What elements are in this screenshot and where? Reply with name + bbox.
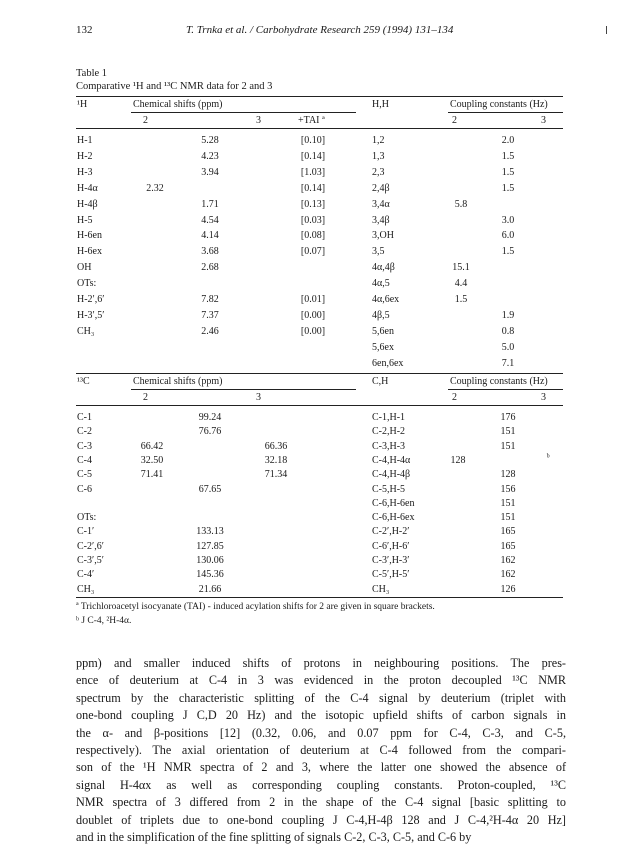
body-line: spectrum by the characteristic splitting of the C-4 signal by deuterium (triplet with [76,690,566,705]
c-coupling-mid: 126 [500,583,516,595]
h-coupling-header: Coupling constants (Hz) [450,99,548,110]
c-coupling-3: ᵇ [546,451,550,463]
h-coupling-sub-3: 3 [541,115,546,126]
body-line: one-bond coupling J C,D 20 Hz) and the isotopic upfield shifts of carbon signals in [76,708,566,723]
h-coupling-pair: 2,4β [372,182,390,194]
c-coupling-2: 128 [450,454,466,466]
h-coupling-2: 15.1 [452,262,470,274]
c-sub-3: 3 [256,392,261,403]
h-shift-tai: [0.00] [300,325,326,337]
c-section-label: ¹³C [77,376,90,387]
c-coupling-pair: C-5′,H-5′ [372,569,410,581]
h-coupling-pair: 5,6ex [372,341,394,353]
h-shift-3: 2.68 [201,262,219,274]
h-shifts-header: Chemical shifts (ppm) [133,99,223,110]
h-coupling-pair: 1,2 [372,135,385,146]
h-row-label: H-3′,5′ [77,309,105,321]
footnote-b: ᵇ J C-4, ²H-4α. [76,616,132,626]
c-coupling-underline [448,389,563,390]
body-line: ppm) and smaller induced shifts of protons in neighbouring positions. The pres- [76,656,566,670]
c-shift-3: 66.36 [264,440,288,452]
h-sub-tai: +TAI ª [298,115,325,126]
h-row-label: H-6ex [77,246,102,258]
h-shift-tai: [0.07] [300,246,326,258]
h-row-label: H-6en [77,230,102,242]
h-row-label: OH [77,262,92,274]
h-shift-tai: [0.01] [300,294,326,305]
c-row-label: CH₃ [77,583,95,595]
h-coupling-pair: 4α,5 [372,278,390,290]
c-section-top-rule [76,373,563,374]
h-sub-2: 2 [143,115,148,126]
body-line: son of the ¹H NMR spectra of 2 and 3, where the latter one showed the absence of [76,760,566,775]
h-shift-3: 7.82 [201,294,219,305]
h-shift-3: 2.46 [201,325,219,337]
c-coupling-mid: 151 [500,497,516,509]
h-coupling-pair: 3,5 [372,246,385,258]
table-top-rule [76,96,563,97]
c-row-label: C-2 [77,426,92,438]
h-shift-tai: [0.14] [300,182,326,194]
c-coupling-pair: C-6,H-6en [372,497,415,509]
c-coupling-mid: 165 [500,526,516,538]
h-shift-tai: [0.10] [300,135,326,146]
h-section-label: ¹H [77,99,88,110]
c-coupling-mid: 176 [500,412,516,423]
c-shift-2: 66.42 [140,440,164,452]
h-coupling-pair: 5,6en [372,325,394,337]
h-shift-3: 7.37 [201,309,219,321]
running-head: T. Trnka et al. / Carbohydrate Research 259 (1994) 131–134 [186,24,454,36]
body-line: signal H-4αx as well as corresponding coupling constants. Proton-coupled, ¹³C [76,777,566,792]
c-row-label: C-2′,6′ [77,540,104,552]
c-shift-3-dagger: 76.76 [198,426,222,438]
h-shift-3: 5.28 [201,135,219,146]
c-coupling-mid: 151 [500,440,516,452]
h-row-label: CH₃ [77,325,95,337]
c-row-label: C-1′ [77,526,95,538]
body-line: doublet of triplets due to one-bond coupling J C-4,H-4β 128 and J C-4,²H-4α 20 Hz] [76,812,566,827]
h-coupling-pair: 3,OH [372,230,394,242]
c-row-label: OTs: [77,512,97,524]
body-line: NMR spectra of 3 differed from 2 in the shape of the C-4 signal [basic splitting to [76,795,566,810]
c-coupling-pair: C-6,H-6ex [372,512,415,524]
h-coupling-3: 6.0 [501,230,515,242]
h-shift-2: 2.32 [146,182,164,194]
c-coupling-pair: C-4,H-4α [372,454,411,466]
h-shift-tai: [0.00] [300,309,326,321]
h-coupling-3: 1.5 [501,182,515,194]
crop-mark [606,26,607,34]
c-row-label: C-4′ [77,569,95,581]
c-coupling-pair: C-5,H-5 [372,483,406,495]
c-coupling-pair: CH₃ [372,583,390,595]
h-coupling-underline [448,112,563,113]
h-coupling-3: 7.1 [501,357,515,369]
h-coupling-3: 1.5 [501,246,515,258]
h-shift-tai: [1.03] [300,166,326,178]
c-coupling-pair: C-6′,H-6′ [372,540,410,552]
c-coupling-mid: 151 [500,512,516,524]
h-coupling-pair: 4α,6ex [372,294,400,305]
c-row-label: C-1 [77,412,92,423]
c-coupling-mid: 128 [500,469,516,481]
c-coupling-pair: C-4,H-4β [372,469,411,481]
c-shift-3-dagger: 67.65 [198,483,222,495]
h-row-label: OTs: [77,278,97,290]
c-shifts-underline [131,389,356,390]
table-bottom-rule [76,597,563,598]
h-hh-header: H,H [372,99,389,110]
h-shift-3: 4.54 [201,214,219,226]
c-coupling-mid: 162 [500,555,516,566]
table-caption: Comparative ¹H and ¹³C NMR data for 2 and 3 [76,81,273,92]
c-coupling-mid: 151 [500,426,516,438]
c-shift-3-dagger: 99.24 [198,412,222,423]
h-row-label: H-1 [77,135,93,146]
c-coupling-sub-2: 2 [452,392,457,403]
h-coupling-2: 5.8 [454,198,468,210]
h-coupling-3: 1.5 [501,150,515,162]
h-shift-3: 1.71 [201,198,219,210]
c-sub-2: 2 [143,392,148,403]
h-coupling-pair: 4β,5 [372,309,390,321]
c-shift-3-dagger: 127.85 [196,540,224,552]
h-shift-tai: [0.13] [300,198,326,210]
h-coupling-3: 5.0 [501,341,515,353]
c-coupling-pair: C-2,H-2 [372,426,406,438]
c-shift-3: 32.18 [264,454,288,466]
c-row-label: C-4 [77,454,92,466]
h-sub-3: 3 [256,115,261,126]
c-header-bottom-rule [76,405,563,406]
h-coupling-sub-2: 2 [452,115,457,126]
h-shift-tai: [0.08] [300,230,326,242]
h-shift-3: 3.68 [201,246,219,258]
h-header-bottom-rule [76,128,563,129]
h-coupling-3: 1.9 [501,309,515,321]
h-shifts-underline [131,112,356,113]
h-coupling-3: 0.8 [501,325,515,337]
c-shift-2: 32.50 [140,454,164,466]
body-line: respectively). The axial orientation of deuterium at C-4 followed from the compari- [76,743,566,758]
table-label: Table 1 [76,68,108,79]
h-coupling-2: 1.5 [454,294,468,305]
h-coupling-3: 1.5 [501,166,515,178]
h-shift-tai: [0.14] [300,150,326,162]
c-coupling-mid: 162 [500,569,516,581]
h-coupling-2: 4.4 [454,278,468,290]
h-row-label: H-4β [77,198,98,210]
c-ch-header: C,H [372,376,389,387]
h-coupling-pair: 3,4α [372,198,390,210]
body-line: the α- and β-positions [12] (0.32, 0.06, and 0.07 ppm for C-4, C-3, and C-5, [76,725,566,740]
c-shift-3: 71.34 [264,469,288,481]
h-shift-3: 4.14 [201,230,219,242]
body-line: ence of deuterium at C-4 in 3 was evidenced in the proton decoupled ¹³C NMR [76,673,566,688]
h-coupling-pair: 2,3 [372,166,385,178]
c-coupling-sub-3: 3 [541,392,546,403]
h-coupling-pair: 6en,6ex [372,357,404,369]
h-coupling-pair: 4α,4β [372,262,395,274]
c-row-label: C-5 [77,469,92,481]
c-coupling-pair: C-2′,H-2′ [372,526,410,538]
c-shift-3-dagger: 21.66 [198,583,222,595]
footnote-a: ª Trichloroacetyl isocyanate (TAI) - induced acylation shifts for 2 are given in square brackets. [76,602,435,612]
c-row-label: C-3′,5′ [77,555,104,566]
h-shift-tai: [0.03] [300,214,326,226]
h-coupling-pair: 3,4β [372,214,390,226]
h-row-label: H-2 [77,150,93,162]
c-coupling-pair: C-3′,H-3′ [372,555,410,566]
c-shift-2: 71.41 [140,469,164,481]
h-coupling-3: 2.0 [501,135,515,146]
c-shift-3-dagger: 133.13 [196,526,224,538]
c-shift-3-dagger: 145.36 [196,569,224,581]
h-shift-3: 3.94 [201,166,219,178]
body-text [76,655,566,846]
h-row-label: H-5 [77,214,93,226]
c-coupling-mid: 165 [500,540,516,552]
h-row-label: H-4α [77,182,98,194]
c-row-label: C-3 [77,440,92,452]
h-row-label: H-2′,6′ [77,294,105,305]
page-number: 132 [76,24,93,36]
c-coupling-pair: C-1,H-1 [372,412,406,423]
body-line: and in the simplification of the fine splitting of signals C-2, C-3, C-5, and C-6 by [76,830,472,845]
c-row-label: C-6 [77,483,92,495]
c-coupling-mid: 156 [500,483,516,495]
h-shift-3: 4.23 [201,150,219,162]
c-shift-3-dagger: 130.06 [196,555,224,566]
c-coupling-header: Coupling constants (Hz) [450,376,548,387]
h-coupling-3: 3.0 [501,214,515,226]
c-coupling-pair: C-3,H-3 [372,440,406,452]
h-coupling-pair: 1,3 [372,150,385,162]
c-shifts-header: Chemical shifts (ppm) [133,376,223,387]
h-row-label: H-3 [77,166,93,178]
